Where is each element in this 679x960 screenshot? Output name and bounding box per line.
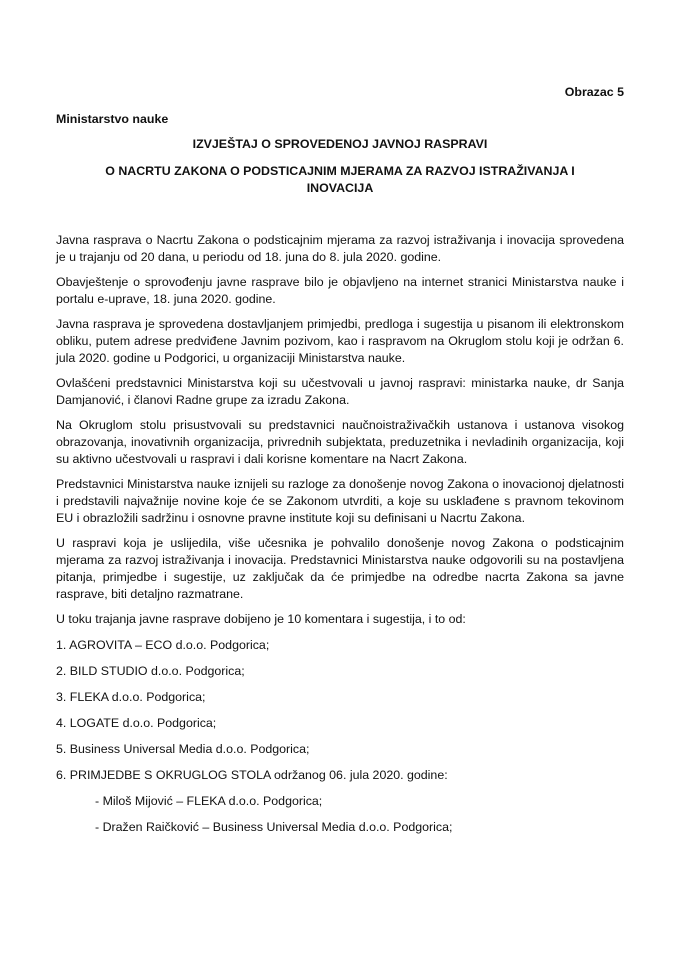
paragraph: U raspravi koja je uslijedila, više učesnika je pohvalilo donošenje novog Zakona o podsticajnim mjerama za razvoj istraživanja i inovacija. Predstavnici Ministarstva nauke odgovorili su na postavljena pitanja, primjedbe i sugestije, uz zaključak da će primjedbe na odredbe nacrta Zakona sa javne rasprave, biti detaljno razmatrane. [56, 536, 624, 601]
list-item: 5. Business Universal Media d.o.o. Podgorica; [56, 742, 310, 756]
form-label: Obrazac 5 [564, 85, 624, 99]
sub-list-item: - Dražen Raičković – Business Universal Media d.o.o. Podgorica; [95, 820, 453, 834]
list-item: 3. FLEKA d.o.o. Podgorica; [56, 690, 206, 704]
ministry-name: Ministarstvo nauke [56, 112, 169, 126]
report-subtitle: O NACRTU ZAKONA O PODSTICAJNIM MJERAMA ZA RAZVOJ ISTRAŽIVANJA I INOVACIJA [105, 164, 575, 195]
list-item: 6. PRIMJEDBE S OKRUGLOG STOLA održanog 06. jula 2020. godine: [56, 768, 448, 782]
paragraph: Javna rasprava je sprovedena dostavljanjem primjedbi, predloga i sugestija u pisanom ili elektronskom obliku, putem adrese predviđene Javnim pozivom, kao i raspravom na Okruglom stolu koji je održan 6. jula 2020. godine u Podgorici, u organizaciji Ministarstva nauke. [56, 317, 624, 365]
commenters-list [56, 637, 624, 836]
paragraph: Javna rasprava o Nacrtu Zakona o podsticajnim mjerama za razvoj istraživanja i inovacija sprovedena je u trajanju od 20 dana, u periodu od 18. juna do 8. jula 2020. godine. [56, 233, 624, 264]
paragraph: Na Okruglom stolu prisustvovali su predstavnici naučnoistraživačkih ustanova i ustanova visokog obrazovanja, inovativnih organizacija, privrednih subjektata, preduzetnika i nevladinih organizacija, koji su aktivno učestvovali u raspravi i dali korisne komentare na Nacrt Zakona. [56, 418, 624, 466]
list-item: 2. BILD STUDIO d.o.o. Podgorica; [56, 664, 245, 678]
paragraph: Obavještenje o sprovođenju javne rasprave bilo je objavljeno na internet stranici Ministarstva nauke i portalu e-uprave, 18. juna 2020. godine. [56, 275, 624, 306]
sub-list-item: - Miloš Mijović – FLEKA d.o.o. Podgorica; [95, 794, 323, 808]
report-title: IZVJEŠTAJ O SPROVEDENOJ JAVNOJ RASPRAVI [192, 137, 488, 151]
paragraph: Predstavnici Ministarstva nauke iznijeli su razloge za donošenje novog Zakona o inovacionoj djelatnosti i predstavili najvažnije novine koje će se Zakonom utvrditi, a koje su usklađene s pravnom tekovinom EU i obrazložili sadržinu i osnovne pravne institute koji su definisani u Nacrtu Zakona. [56, 477, 624, 525]
list-item: 1. AGROVITA – ECO d.o.o. Podgorica; [56, 638, 270, 652]
paragraph: U toku trajanja javne rasprave dobijeno je 10 komentara i sugestija, i to od: [56, 612, 466, 626]
paragraph: Ovlašćeni predstavnici Ministarstva koji su učestvovali u javnoj raspravi: ministarka nauke, dr Sanja Damjanović, i članovi Radne grupe za izradu Zakona. [56, 376, 624, 407]
list-item: 4. LOGATE d.o.o. Podgorica; [56, 716, 217, 730]
report-body [56, 232, 624, 845]
